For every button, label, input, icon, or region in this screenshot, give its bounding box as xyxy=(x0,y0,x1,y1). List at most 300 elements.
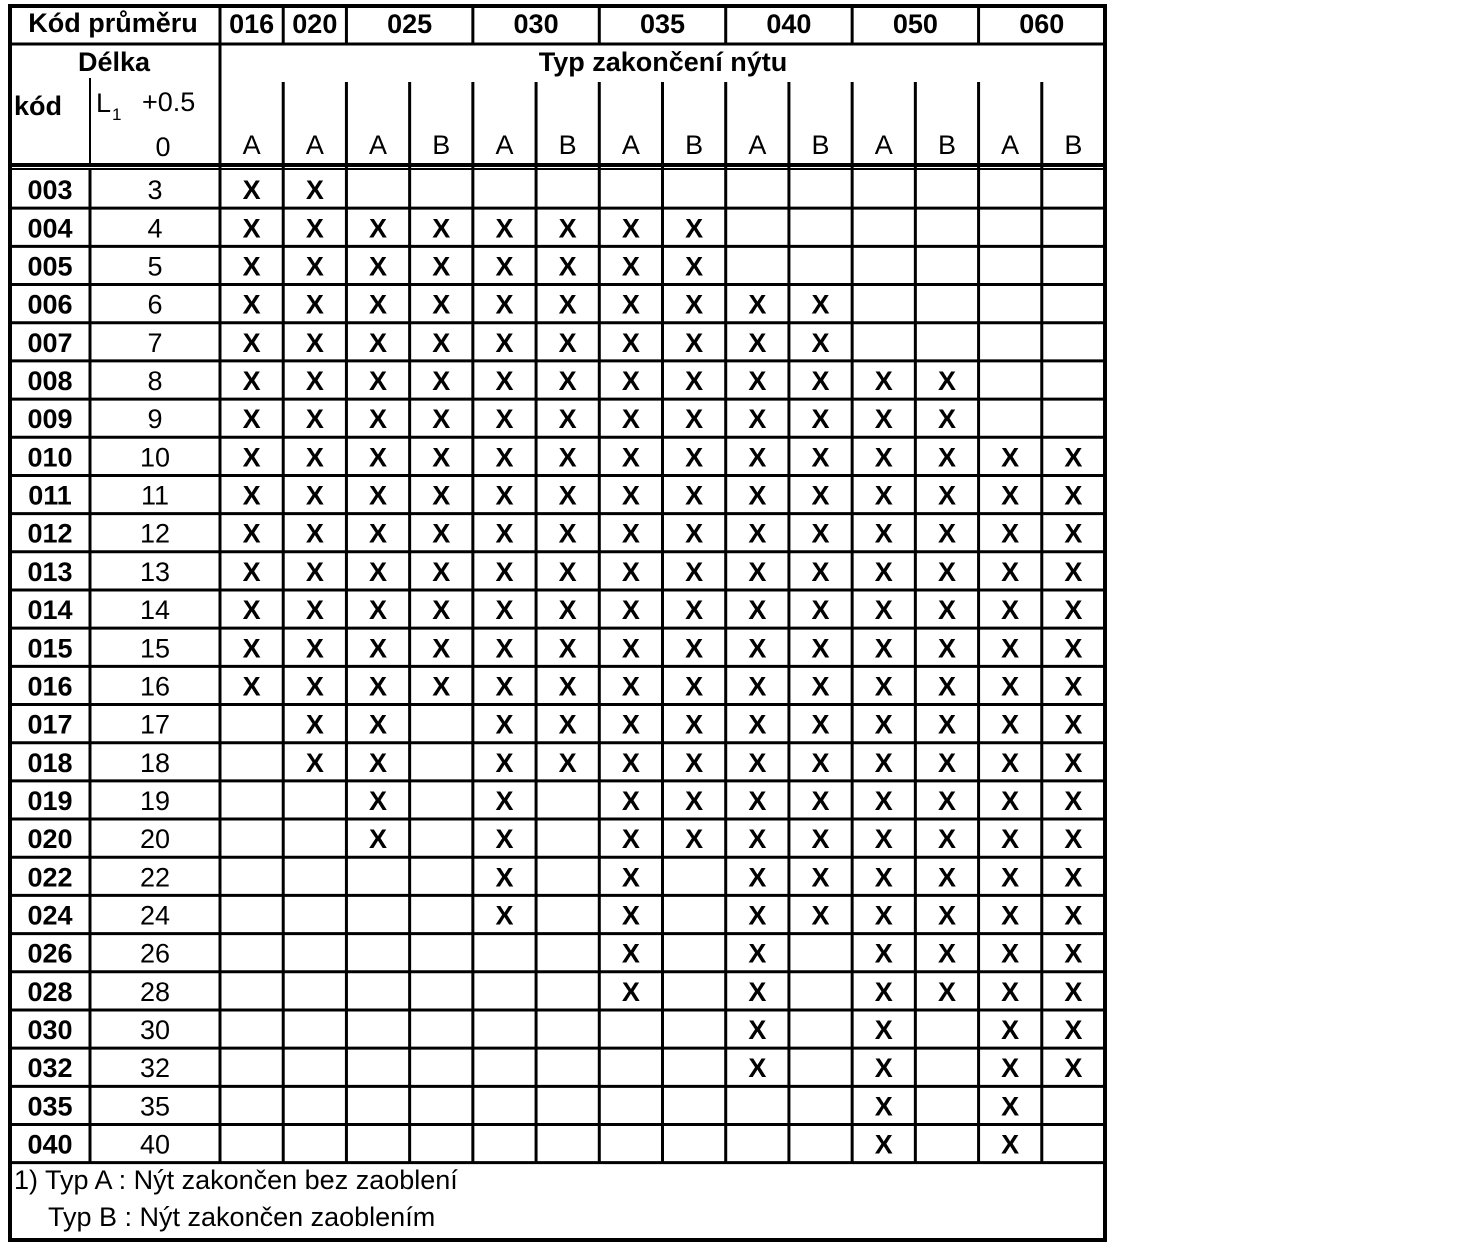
table-row xyxy=(27,1053,1082,1083)
availability-mark: X xyxy=(558,365,577,396)
availability-mark: X xyxy=(748,442,767,473)
type-040-A: A xyxy=(748,130,767,160)
tolerance-lower: 0 xyxy=(155,132,171,162)
availability-mark: X xyxy=(558,442,577,473)
type-020-A: A xyxy=(305,130,324,160)
availability-mark: X xyxy=(242,213,261,244)
availability-mark: X xyxy=(811,365,830,396)
availability-mark: X xyxy=(621,251,640,282)
l1-label: L xyxy=(96,88,112,118)
diameter-code-035: 035 xyxy=(639,9,686,39)
availability-mark: X xyxy=(242,480,261,511)
availability-mark: X xyxy=(748,365,767,396)
availability-mark: X xyxy=(874,824,893,855)
availability-mark: X xyxy=(937,709,956,740)
availability-mark: X xyxy=(369,824,388,855)
availability-mark: X xyxy=(937,824,956,855)
table-row xyxy=(27,671,1082,701)
availability-mark: X xyxy=(495,213,514,244)
availability-mark: X xyxy=(874,976,893,1007)
availability-mark: X xyxy=(685,365,704,396)
availability-mark: X xyxy=(305,595,324,626)
table-row xyxy=(27,633,1082,663)
availability-mark: X xyxy=(811,518,830,549)
type-035-B: B xyxy=(685,130,704,160)
availability-mark: X xyxy=(621,480,640,511)
availability-mark: X xyxy=(874,900,893,931)
availability-mark: X xyxy=(621,404,640,435)
availability-mark: X xyxy=(621,976,640,1007)
row-code: 008 xyxy=(27,365,73,396)
availability-mark: X xyxy=(811,327,830,358)
availability-mark: X xyxy=(621,289,640,320)
availability-mark: X xyxy=(621,365,640,396)
row-length: 30 xyxy=(139,1015,171,1046)
availability-mark: X xyxy=(242,289,261,320)
availability-mark: X xyxy=(242,404,261,435)
table-row xyxy=(27,977,1082,1007)
table-row xyxy=(28,481,1082,511)
availability-mark: X xyxy=(748,671,767,702)
availability-mark: X xyxy=(432,365,451,396)
table-row xyxy=(27,213,703,243)
availability-mark: X xyxy=(748,747,767,778)
availability-mark: X xyxy=(495,327,514,358)
type-025-B: B xyxy=(432,130,451,160)
availability-mark: X xyxy=(305,289,324,320)
availability-mark: X xyxy=(685,289,704,320)
availability-mark: X xyxy=(495,404,514,435)
availability-mark: X xyxy=(685,518,704,549)
availability-mark: X xyxy=(242,518,261,549)
availability-mark: X xyxy=(432,289,451,320)
availability-mark: X xyxy=(558,709,577,740)
table-row xyxy=(27,251,703,281)
availability-mark: X xyxy=(811,556,830,587)
availability-mark: X xyxy=(1001,595,1020,626)
availability-mark: X xyxy=(1064,785,1083,816)
availability-mark: X xyxy=(495,365,514,396)
availability-mark: X xyxy=(748,900,767,931)
availability-mark: X xyxy=(558,213,577,244)
row-code: 009 xyxy=(27,404,73,435)
row-code: 010 xyxy=(27,442,73,473)
row-code: 026 xyxy=(27,938,73,969)
availability-mark: X xyxy=(1064,671,1083,702)
availability-mark: X xyxy=(1001,1091,1020,1122)
availability-mark: X xyxy=(242,365,261,396)
availability-mark: X xyxy=(1064,595,1083,626)
row-code: 032 xyxy=(27,1053,73,1084)
length-label: Délka xyxy=(77,47,151,77)
availability-mark: X xyxy=(1001,1129,1020,1160)
availability-mark: X xyxy=(748,327,767,358)
row-length: 15 xyxy=(139,633,171,664)
availability-mark: X xyxy=(558,747,577,778)
row-length: 18 xyxy=(139,747,171,778)
availability-mark: X xyxy=(432,213,451,244)
availability-mark: X xyxy=(811,480,830,511)
availability-mark: X xyxy=(495,824,514,855)
availability-mark: X xyxy=(874,518,893,549)
row-length: 35 xyxy=(139,1091,171,1122)
availability-mark: X xyxy=(305,671,324,702)
availability-mark: X xyxy=(1064,747,1083,778)
availability-mark: X xyxy=(369,785,388,816)
availability-mark: X xyxy=(811,404,830,435)
availability-mark: X xyxy=(621,671,640,702)
table-row xyxy=(27,901,1082,931)
availability-mark: X xyxy=(242,633,261,664)
table-row xyxy=(27,1091,1019,1121)
availability-mark: X xyxy=(685,747,704,778)
row-length: 22 xyxy=(139,862,171,893)
row-code: 014 xyxy=(27,595,73,626)
availability-mark: X xyxy=(369,289,388,320)
row-code: 004 xyxy=(27,213,73,244)
availability-mark: X xyxy=(495,709,514,740)
availability-mark: X xyxy=(621,213,640,244)
availability-mark: X xyxy=(558,404,577,435)
availability-mark: X xyxy=(432,404,451,435)
availability-mark: X xyxy=(1001,938,1020,969)
diameter-code-040: 040 xyxy=(766,9,812,39)
row-length: 28 xyxy=(139,976,171,1007)
row-length: 40 xyxy=(139,1129,171,1160)
row-length: 32 xyxy=(139,1053,171,1084)
availability-mark: X xyxy=(874,633,893,664)
availability-mark: X xyxy=(1064,556,1083,587)
footnote-line-1: 1) Typ A : Nýt zakončen bez zaoblení xyxy=(14,1165,458,1195)
availability-mark: X xyxy=(1064,518,1083,549)
availability-mark: X xyxy=(811,442,830,473)
row-code: 005 xyxy=(27,251,73,282)
availability-mark: X xyxy=(621,862,640,893)
availability-mark: X xyxy=(432,518,451,549)
availability-mark: X xyxy=(369,747,388,778)
availability-mark: X xyxy=(937,671,956,702)
availability-mark: X xyxy=(685,327,704,358)
row-length: 9 xyxy=(147,404,163,435)
row-length: 10 xyxy=(139,442,171,473)
availability-mark: X xyxy=(748,938,767,969)
availability-mark: X xyxy=(369,556,388,587)
availability-mark: X xyxy=(432,595,451,626)
availability-mark: X xyxy=(558,289,577,320)
table-row xyxy=(27,404,956,434)
availability-mark: X xyxy=(558,327,577,358)
availability-mark: X xyxy=(811,671,830,702)
availability-mark: X xyxy=(748,824,767,855)
row-length: 17 xyxy=(139,709,171,740)
footnote-line-2: Typ B : Nýt zakončen zaoblením xyxy=(48,1202,436,1232)
availability-mark: X xyxy=(242,175,261,206)
availability-mark: X xyxy=(811,595,830,626)
availability-mark: X xyxy=(1001,480,1020,511)
table-row xyxy=(27,366,956,396)
availability-mark: X xyxy=(748,595,767,626)
availability-mark: X xyxy=(874,785,893,816)
table-row xyxy=(27,519,1082,549)
availability-mark: X xyxy=(369,595,388,626)
availability-mark: X xyxy=(621,900,640,931)
availability-mark: X xyxy=(495,633,514,664)
diameter-code-020: 020 xyxy=(292,9,338,39)
diameter-code-025: 025 xyxy=(387,9,433,39)
availability-mark: X xyxy=(937,785,956,816)
availability-mark: X xyxy=(937,747,956,778)
row-length: 8 xyxy=(147,365,163,396)
availability-mark: X xyxy=(748,480,767,511)
availability-mark: X xyxy=(874,709,893,740)
availability-mark: X xyxy=(558,595,577,626)
availability-mark: X xyxy=(495,862,514,893)
availability-mark: X xyxy=(621,518,640,549)
availability-mark: X xyxy=(937,976,956,1007)
availability-mark: X xyxy=(495,480,514,511)
availability-mark: X xyxy=(874,1015,893,1046)
availability-mark: X xyxy=(1001,518,1020,549)
table-row xyxy=(27,595,1082,625)
row-code: 024 xyxy=(27,900,73,931)
availability-mark: X xyxy=(432,633,451,664)
availability-mark: X xyxy=(685,709,704,740)
row-code: 011 xyxy=(28,480,72,511)
availability-mark: X xyxy=(937,900,956,931)
availability-mark: X xyxy=(874,480,893,511)
row-length: 6 xyxy=(147,289,163,320)
availability-mark: X xyxy=(305,442,324,473)
availability-mark: X xyxy=(748,289,767,320)
row-length: 26 xyxy=(139,938,171,969)
table-row xyxy=(27,442,1082,472)
availability-mark: X xyxy=(685,480,704,511)
availability-mark: X xyxy=(495,595,514,626)
table-row xyxy=(27,290,829,320)
row-code: 028 xyxy=(27,976,73,1007)
availability-mark: X xyxy=(1064,633,1083,664)
availability-mark: X xyxy=(1001,824,1020,855)
availability-mark: X xyxy=(242,595,261,626)
availability-mark: X xyxy=(1001,747,1020,778)
row-code: 013 xyxy=(27,556,73,587)
availability-mark: X xyxy=(874,671,893,702)
availability-mark: X xyxy=(495,251,514,282)
availability-mark: X xyxy=(874,1129,893,1160)
diameter-code-030: 030 xyxy=(513,9,559,39)
row-length: 24 xyxy=(139,900,171,931)
availability-mark: X xyxy=(305,175,324,206)
availability-mark: X xyxy=(685,404,704,435)
row-code: 020 xyxy=(27,824,73,855)
availability-mark: X xyxy=(621,824,640,855)
row-code: 017 xyxy=(27,709,73,740)
availability-mark: X xyxy=(937,862,956,893)
availability-mark: X xyxy=(748,633,767,664)
availability-mark: X xyxy=(242,556,261,587)
row-length: 3 xyxy=(147,175,163,206)
rivet-length-table xyxy=(8,4,1107,1242)
availability-mark: X xyxy=(685,213,704,244)
availability-mark: X xyxy=(621,327,640,358)
availability-mark: X xyxy=(369,480,388,511)
availability-mark: X xyxy=(621,556,640,587)
table-row xyxy=(27,862,1082,892)
availability-mark: X xyxy=(1064,900,1083,931)
type-050-B: B xyxy=(937,130,956,160)
table-row xyxy=(27,557,1082,587)
availability-mark: X xyxy=(1001,556,1020,587)
availability-mark: X xyxy=(748,1015,767,1046)
availability-mark: X xyxy=(685,556,704,587)
availability-mark: X xyxy=(937,633,956,664)
availability-mark: X xyxy=(558,671,577,702)
availability-mark: X xyxy=(811,900,830,931)
availability-mark: X xyxy=(305,556,324,587)
l1-subscript: 1 xyxy=(112,105,122,124)
availability-mark: X xyxy=(1001,709,1020,740)
availability-mark: X xyxy=(621,633,640,664)
availability-mark: X xyxy=(432,442,451,473)
table-row xyxy=(27,328,829,358)
availability-mark: X xyxy=(685,595,704,626)
row-code: 003 xyxy=(27,175,73,206)
availability-mark: X xyxy=(874,595,893,626)
availability-mark: X xyxy=(369,518,388,549)
row-code: 006 xyxy=(27,289,73,320)
availability-mark: X xyxy=(369,327,388,358)
availability-mark: X xyxy=(495,671,514,702)
row-length: 13 xyxy=(139,556,171,587)
availability-mark: X xyxy=(748,709,767,740)
availability-mark: X xyxy=(369,709,388,740)
row-length: 19 xyxy=(139,785,171,816)
type-016-A: A xyxy=(242,130,261,160)
diameter-headers xyxy=(229,9,1064,39)
availability-mark: X xyxy=(748,556,767,587)
availability-mark: X xyxy=(1064,442,1083,473)
table-row xyxy=(27,710,1082,740)
availability-mark: X xyxy=(1064,824,1083,855)
availability-mark: X xyxy=(369,251,388,282)
end-type-label: Typ zakončení nýtu xyxy=(538,47,788,77)
availability-mark: X xyxy=(685,251,704,282)
availability-mark: X xyxy=(1064,862,1083,893)
code-label: kód xyxy=(14,91,63,121)
table-row xyxy=(27,824,1082,854)
availability-mark: X xyxy=(811,289,830,320)
availability-mark: X xyxy=(1001,976,1020,1007)
availability-mark: X xyxy=(937,938,956,969)
availability-mark: X xyxy=(685,785,704,816)
availability-mark: X xyxy=(621,595,640,626)
availability-mark: X xyxy=(558,251,577,282)
availability-mark: X xyxy=(811,747,830,778)
availability-mark: X xyxy=(495,556,514,587)
row-length: 16 xyxy=(139,671,171,702)
availability-mark: X xyxy=(1064,938,1083,969)
table-row xyxy=(27,748,1082,778)
availability-mark: X xyxy=(1001,633,1020,664)
type-030-A: A xyxy=(495,130,514,160)
type-060-B: B xyxy=(1064,130,1083,160)
availability-mark: X xyxy=(748,404,767,435)
availability-mark: X xyxy=(621,747,640,778)
availability-mark: X xyxy=(1064,1053,1083,1084)
availability-mark: X xyxy=(748,785,767,816)
availability-mark: X xyxy=(305,251,324,282)
availability-mark: X xyxy=(369,633,388,664)
availability-mark: X xyxy=(748,518,767,549)
type-060-A: A xyxy=(1001,130,1020,160)
availability-mark: X xyxy=(874,404,893,435)
availability-mark: X xyxy=(621,709,640,740)
row-code: 015 xyxy=(27,633,73,664)
availability-mark: X xyxy=(242,671,261,702)
availability-mark: X xyxy=(748,862,767,893)
availability-mark: X xyxy=(305,747,324,778)
availability-mark: X xyxy=(874,862,893,893)
availability-mark: X xyxy=(937,556,956,587)
row-length: 4 xyxy=(147,213,163,244)
availability-mark: X xyxy=(811,862,830,893)
availability-mark: X xyxy=(621,938,640,969)
availability-mark: X xyxy=(811,785,830,816)
availability-mark: X xyxy=(305,365,324,396)
availability-mark: X xyxy=(495,900,514,931)
availability-mark: X xyxy=(1001,785,1020,816)
availability-mark: X xyxy=(432,327,451,358)
availability-mark: X xyxy=(305,480,324,511)
type-035-A: A xyxy=(621,130,640,160)
availability-mark: X xyxy=(685,442,704,473)
availability-mark: X xyxy=(558,556,577,587)
diameter-code-060: 060 xyxy=(1019,9,1065,39)
availability-mark: X xyxy=(874,365,893,396)
row-length: 14 xyxy=(139,595,171,626)
availability-mark: X xyxy=(242,251,261,282)
row-code: 018 xyxy=(27,747,73,778)
availability-mark: X xyxy=(1064,709,1083,740)
availability-mark: X xyxy=(432,480,451,511)
availability-mark: X xyxy=(685,671,704,702)
availability-mark: X xyxy=(432,251,451,282)
availability-mark: X xyxy=(937,404,956,435)
availability-mark: X xyxy=(432,556,451,587)
row-code: 022 xyxy=(27,862,73,893)
availability-mark: X xyxy=(369,365,388,396)
availability-mark: X xyxy=(432,671,451,702)
availability-mark: X xyxy=(937,365,956,396)
row-length: 11 xyxy=(140,480,170,511)
availability-mark: X xyxy=(874,442,893,473)
availability-mark: X xyxy=(369,404,388,435)
availability-mark: X xyxy=(937,518,956,549)
availability-mark: X xyxy=(685,633,704,664)
availability-mark: X xyxy=(874,747,893,778)
row-length: 5 xyxy=(147,251,163,282)
availability-mark: X xyxy=(242,442,261,473)
availability-mark: X xyxy=(558,633,577,664)
type-025-A: A xyxy=(369,130,388,160)
row-code: 035 xyxy=(27,1091,73,1122)
availability-mark: X xyxy=(305,404,324,435)
table-row xyxy=(27,939,1082,969)
availability-mark: X xyxy=(495,518,514,549)
availability-mark: X xyxy=(495,442,514,473)
type-040-B: B xyxy=(811,130,830,160)
row-length: 7 xyxy=(147,327,163,358)
